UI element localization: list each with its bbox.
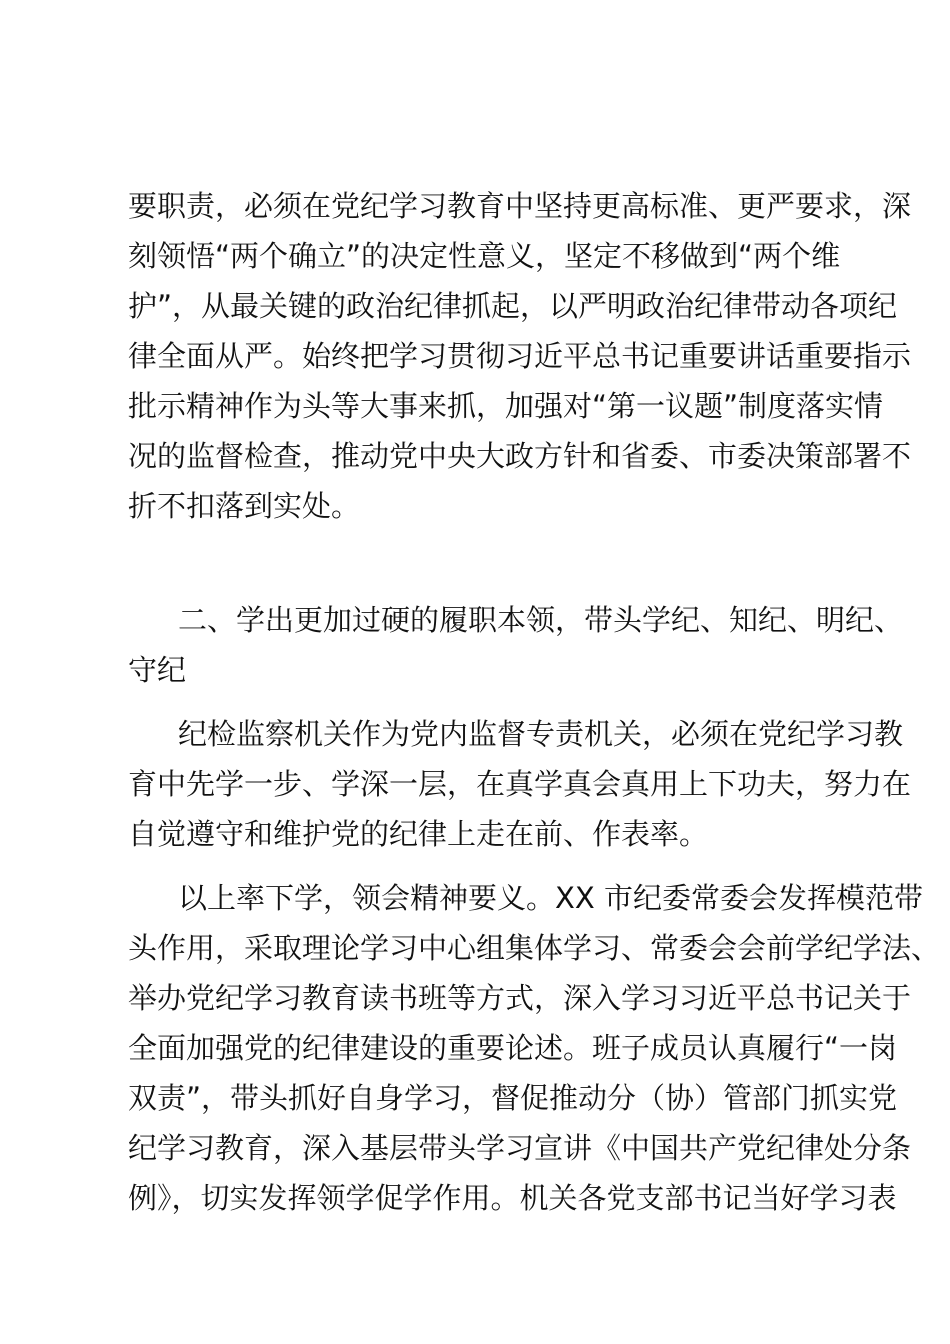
paragraph-line: 护”，从最关键的政治纪律抓起，以严明政治纪律带动各项纪 bbox=[128, 289, 898, 323]
paragraph-line: 批示精神作为头等大事来抓，加强对“第一议题”制度落实情 bbox=[128, 389, 884, 423]
paragraph-line: 全面加强党的纪律建设的重要论述。班子成员认真履行“一岗 bbox=[128, 1031, 898, 1065]
paragraph-line: 双责”，带头抓好自身学习，督促推动分（协）管部门抓实党 bbox=[128, 1081, 898, 1115]
section-heading-line: 二、学出更加过硬的履职本领，带头学纪、知纪、明纪、 bbox=[178, 603, 904, 637]
paragraph-line: 育中先学一步、学深一层，在真学真会真用上下功夫，努力在 bbox=[128, 767, 912, 801]
paragraph-line: 刻领悟“两个确立”的决定性意义，坚定不移做到“两个维 bbox=[128, 239, 841, 273]
section-heading-line: 守纪 bbox=[128, 653, 187, 687]
paragraph-line: 折不扣落到实处。 bbox=[128, 489, 361, 523]
paragraph-line: 以上率下学，领会精神要义。XX 市纪委常委会发挥模范带 bbox=[178, 881, 923, 915]
paragraph-line: 举办党纪学习教育读书班等方式，深入学习习近平总书记关于 bbox=[128, 981, 912, 1015]
paragraph-line: 律全面从严。始终把学习贯彻习近平总书记重要讲话重要指示 bbox=[128, 339, 912, 373]
paragraph-line: 头作用，采取理论学习中心组集体学习、常委会会前学纪学法、 bbox=[128, 931, 941, 965]
paragraph-line: 纪检监察机关作为党内监督专责机关，必须在党纪学习教 bbox=[178, 717, 904, 751]
paragraph-line: 要职责，必须在党纪学习教育中坚持更高标准、更严要求，深 bbox=[128, 189, 912, 223]
paragraph-line: 自觉遵守和维护党的纪律上走在前、作表率。 bbox=[128, 817, 709, 851]
paragraph-line: 例》，切实发挥领学促学作用。机关各党支部书记当好学习表 bbox=[128, 1181, 897, 1215]
paragraph-line: 况的监督检查，推动党中央大政方针和省委、市委决策部署不 bbox=[128, 439, 912, 473]
paragraph-line: 纪学习教育，深入基层带头学习宣讲《中国共产党纪律处分条 bbox=[128, 1131, 912, 1165]
